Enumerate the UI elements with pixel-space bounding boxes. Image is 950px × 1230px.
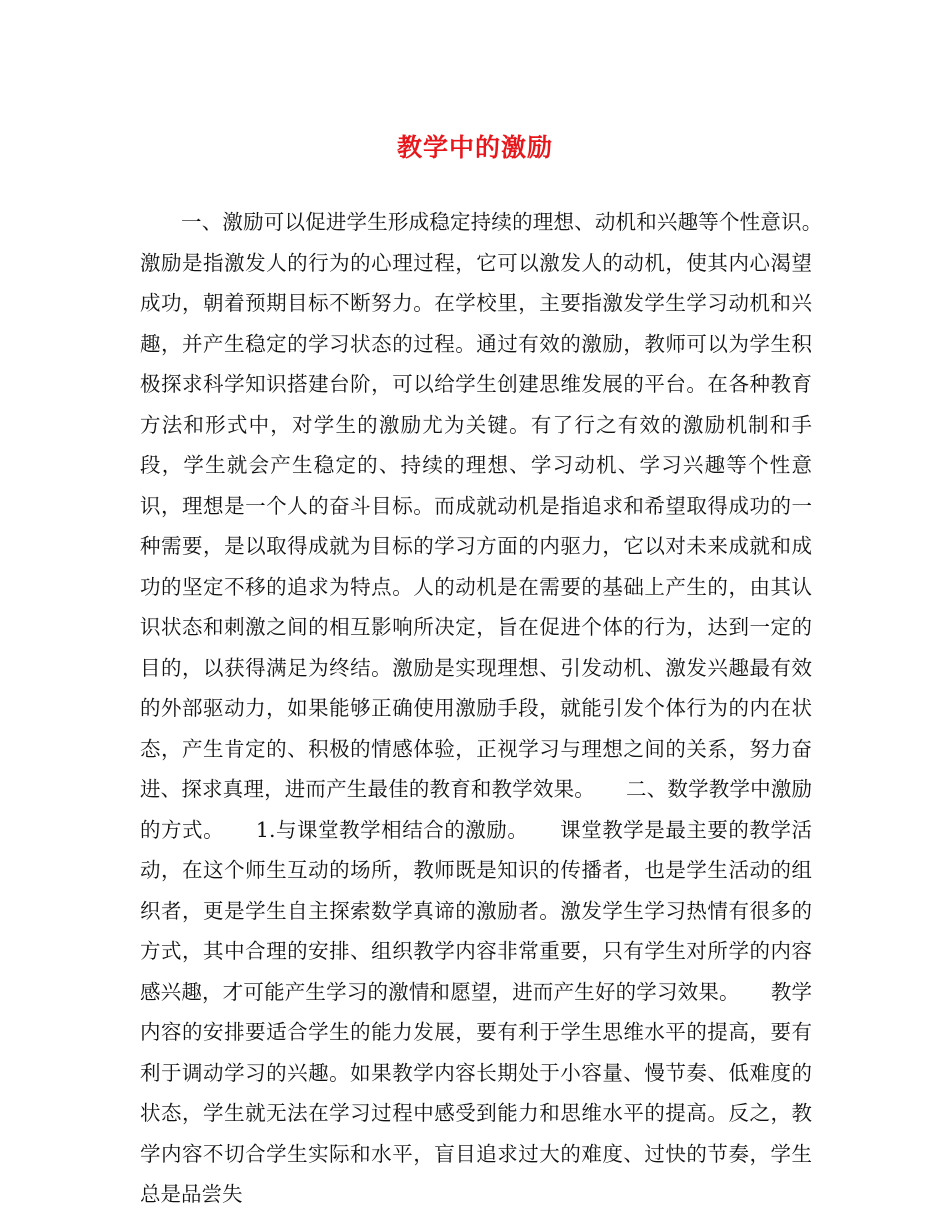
document-title: 教学中的激励 — [396, 133, 553, 162]
document-body-paragraph: 一、激励可以促进学生形成稳定持续的理想、动机和兴趣等个性意识。 激励是指激发人的行为的心理过程，它可以激发人的动机，使其内心渴望成功，朝着预期目标不断努力。在学校里，主要指激发学生学习动机和兴趣，并产生稳定的学习状态的过程。通过有效的激励，教师可以为学生积极探求科学知识搭建台阶，可以给学生创建思维发展的平台。在各种教育方法和形式中，对学生的激励尤为关键。有了行之有效的激励机制和手段，学生就会产生稳定的、持续的理想、学习动机、学习兴趣等个性意识，理想是一个人的奋斗目标。而成就动机是指追求和希望取得成功的一种需要，是以取得成就为目标的学习方面的内驱力，它以对未来成就和成功的坚定不移的追求为特点。人的动机是在需要的基础上产生的，由其认识状态和刺激之间的相互影响所决定，旨在促进个体的行为，达到一定的目的，以获得满足为终结。激励是实现理想、引发动机、激发兴趣最有效的外部驱动力，如果能够正确使用激励手段，就能引发个体行为的内在状态，产生肯定的、积极的情感体验，正视学习与理想之间的关系，努力奋进、探求真理，进而产生最佳的教育和教学效果。 二、数学教学中激励的方式。 1.与课堂教学相结合的激励。 课堂教学是最主要的教学活动，在这个师生互动的场所，教师既是知识的传播者，也是学生活动的组织者，更是学生自主探索数学真谛的激励者。激发学生学习热情有很多的方式，其中合理的安排、组织教学内容非常重要，只有学生对所学的内容感兴趣，才可能产生学习的激情和愿望，进而产生好的学习效果。 教学内容的安排要适合学生的能力发展，要有利于学生思维水平的提高，要有利于调动学习的兴趣。如果教学内容长期处于小容量、慢节奏、低难度的状态，学生就无法在学习过程中感受到能力和思维水平的提高。反之，教学内容不切合学生实际和水平，盲目追求过大的难度、过快的节奏，学生总是品尝失 — [140, 210, 853, 1206]
